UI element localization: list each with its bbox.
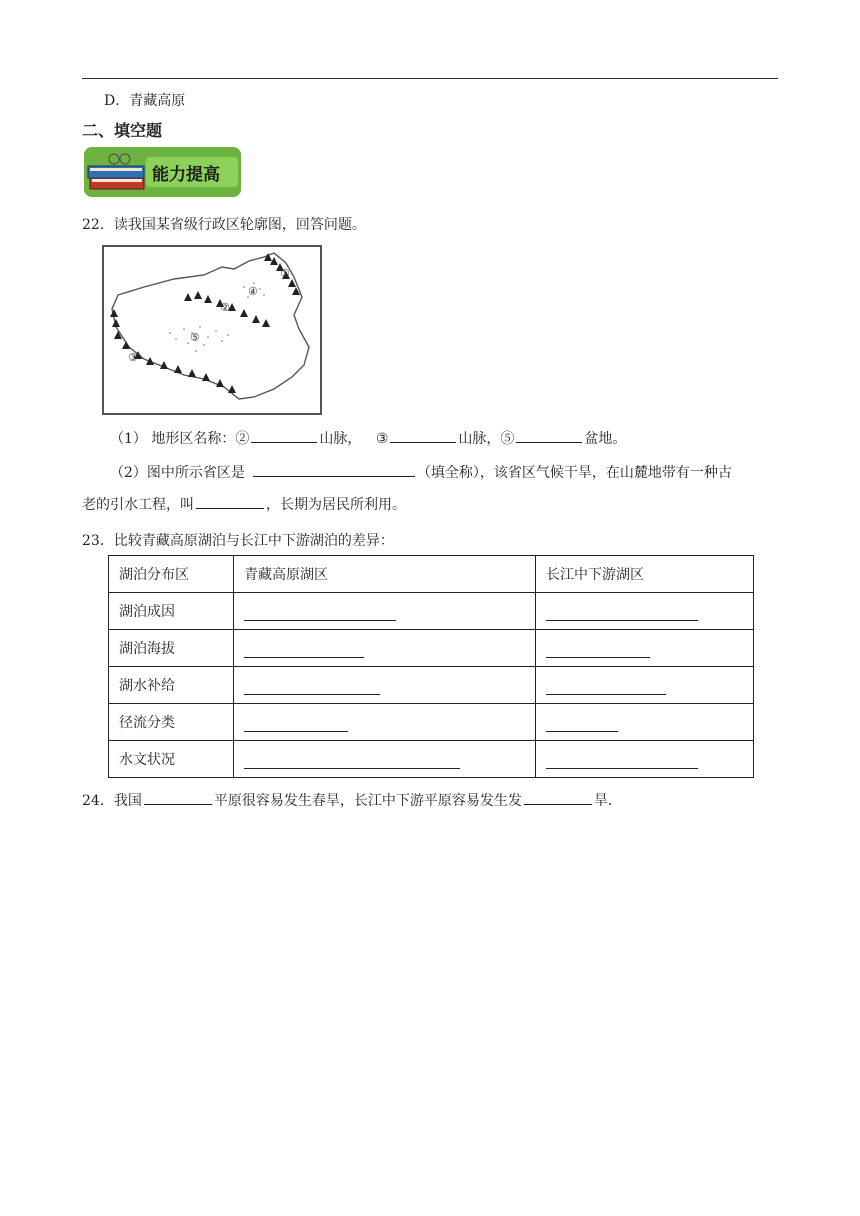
blank-drought-type[interactable]	[524, 790, 592, 805]
answer-blank[interactable]	[546, 681, 666, 695]
header-rule	[82, 78, 778, 79]
marker-3: ③	[375, 431, 389, 447]
q22-part2-line2: 老的引水工程，叫 ，长期为居民所利用。	[82, 494, 406, 514]
map-label-3: ③	[128, 351, 138, 364]
blank-province-name[interactable]	[253, 462, 415, 477]
answer-blank[interactable]	[244, 644, 364, 658]
table-row	[109, 667, 754, 704]
row-label: 湖泊成因	[109, 593, 234, 630]
q22-part2-line1: （2）图中所示省区是 （填全称），该省区气候干旱，在山麓地带有一种古	[110, 462, 732, 482]
blank-range-2[interactable]	[251, 428, 317, 443]
table-header-cell: 青藏高原湖区	[234, 556, 536, 593]
answer-blank[interactable]	[244, 718, 348, 732]
table-row	[109, 593, 754, 630]
table-header-cell: 湖泊分布区	[109, 556, 234, 593]
blank-irrigation-project[interactable]	[196, 494, 264, 509]
q22-part1: （1） 地形区名称：② 山脉， ③ 山脉，⑤ 盆地。	[110, 428, 626, 448]
lake-comparison-table	[108, 555, 754, 778]
map-drawing	[104, 247, 320, 413]
province-outline-map	[102, 245, 322, 415]
row-label: 湖水补给	[109, 667, 234, 704]
answer-blank[interactable]	[244, 607, 396, 621]
marker-5: ⑤	[500, 431, 515, 447]
section-title: 二、填空题	[82, 121, 163, 140]
row-label: 湖泊海拔	[109, 630, 234, 667]
table-header-cell: 长江中下游湖区	[536, 556, 754, 593]
q24-line: 24．我国 平原很容易发生春旱，长江中下游平原容易发生发 旱．	[82, 790, 622, 810]
table-header-row	[109, 556, 754, 593]
blank-range-3[interactable]	[390, 428, 456, 443]
answer-blank[interactable]	[546, 755, 698, 769]
answer-blank[interactable]	[244, 755, 460, 769]
map-label-2: ②	[220, 301, 230, 314]
ability-badge	[84, 147, 241, 197]
answer-blank[interactable]	[546, 607, 698, 621]
answer-blank[interactable]	[546, 718, 618, 732]
badge-label: 能力提高	[152, 165, 220, 185]
blank-spring-drought-plain[interactable]	[144, 790, 212, 805]
q23-stem: 23．比较青藏高原湖泊与长江中下游湖泊的差异：	[82, 533, 394, 549]
map-label-4: ④	[248, 285, 258, 298]
row-label: 水文状况	[109, 741, 234, 778]
table-row	[109, 704, 754, 741]
marker-2: ②	[235, 431, 250, 447]
answer-blank[interactable]	[244, 681, 380, 695]
blank-basin-5[interactable]	[516, 428, 582, 443]
map-label-5: ⑤	[190, 331, 200, 344]
table-row	[109, 630, 754, 667]
map-label-1: ①	[280, 267, 290, 280]
row-label: 径流分类	[109, 704, 234, 741]
q22-stem: 22．读我国某省级行政区轮廓图，回答问题。	[82, 217, 366, 233]
option-d: D．青藏高原	[104, 93, 186, 109]
table-row	[109, 741, 754, 778]
answer-blank[interactable]	[546, 644, 650, 658]
